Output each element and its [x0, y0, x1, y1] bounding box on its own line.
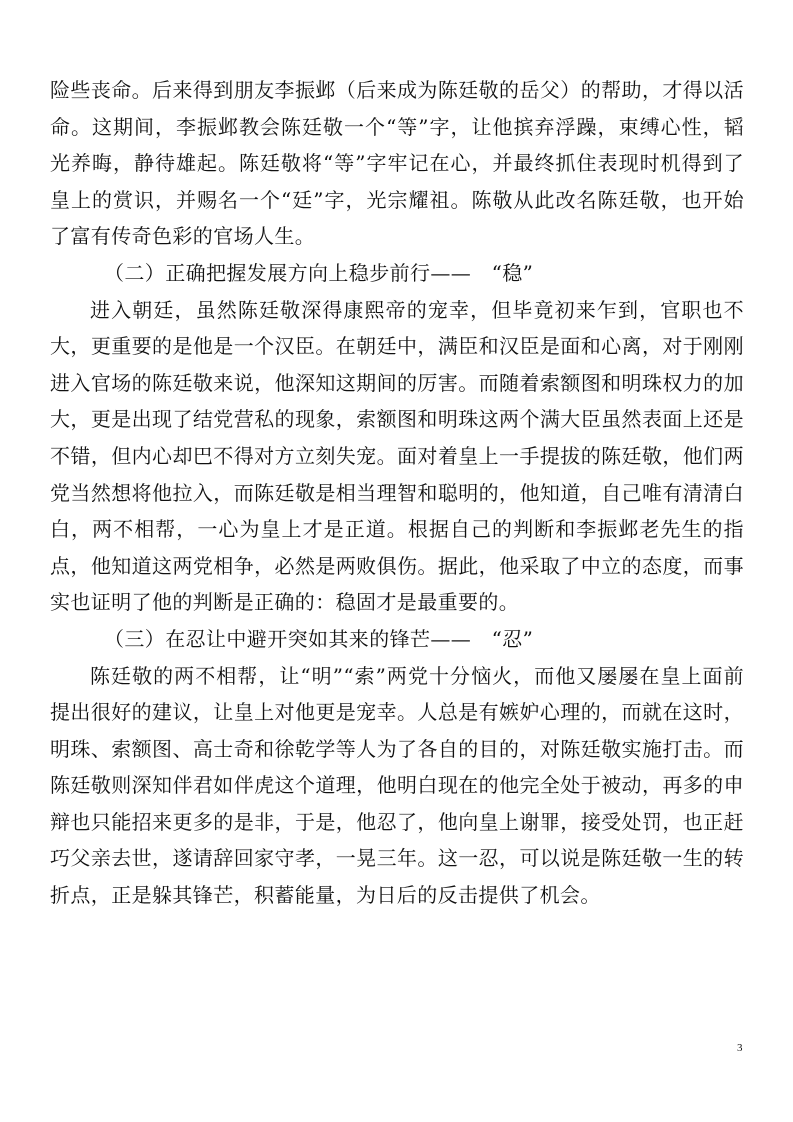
body-paragraph-2: 进入朝廷，虽然陈廷敬深得康熙帝的宠幸，但毕竟初来乍到，官职也不大，更重要的是他是一个汉臣。在朝廷中，满臣和汉臣是面和心离，对于刚刚进入官场的陈廷敬来说，他深知这期间的厉害。而随着索额图和明珠权力的加大，更是出现了结党营私的现象，索额图和明珠这两个满大臣虽然表面上还是不错，但内心却巴不得对方立刻失宠。面对着皇上一手提拔的陈廷敬，他们两党当然想将他拉入，而陈廷敬是相当理智和聪明的，他知道，自己唯有清清白白，两不相帮，一心为皇上才是正道。根据自己的判断和李振邺老先生的指点，他知道这两党相争，必然是两败俱伤。据此，他采取了中立的态度，而事实也证明了他的判断是正确的：稳固才是最重要的。 — [50, 297, 744, 615]
section-heading-2: （二）正确把握发展方向上稳步前行—— “稳” — [104, 260, 534, 285]
document-body — [50, 72, 744, 914]
section-heading-3: （三）在忍让中避开突如其来的锋芒—— “忍” — [104, 626, 534, 651]
page-number: 3 — [737, 1042, 743, 1054]
body-paragraph-1: 险些丧命。后来得到朋友李振邺（后来成为陈廷敬的岳父）的帮助，才得以活命。这期间，李振邺教会陈廷敬一个“等”字，让他摈弃浮躁，束缚心性，韬光养晦，静待雄起。陈廷敬将“等”字牢记在心，并最终抓住表现时机得到了皇上的赏识，并赐名一个“廷”字，光宗耀祖。陈敬从此改名陈廷敬，也开始了富有传奇色彩的官场人生。 — [50, 78, 744, 249]
body-paragraph-3: 陈廷敬的两不相帮，让“明”“索”两党十分恼火，而他又屡屡在皇上面前提出很好的建议，让皇上对他更是宠幸。人总是有嫉妒心理的，而就在这时，明珠、索额图、高士奇和徐乾学等人为了各自的目的，对陈廷敬实施打击。而陈廷敬则深知伴君如伴虎这个道理，他明白现在的他完全处于被动，再多的申辩也只能招来更多的是非，于是，他忍了，他向皇上谢罪，接受处罚，也正赶巧父亲去世，遂请辞回家守孝，一晃三年。这一忍，可以说是陈廷敬一生的转折点，正是躲其锋芒，积蓄能量，为日后的反击提供了机会。 — [50, 663, 744, 908]
